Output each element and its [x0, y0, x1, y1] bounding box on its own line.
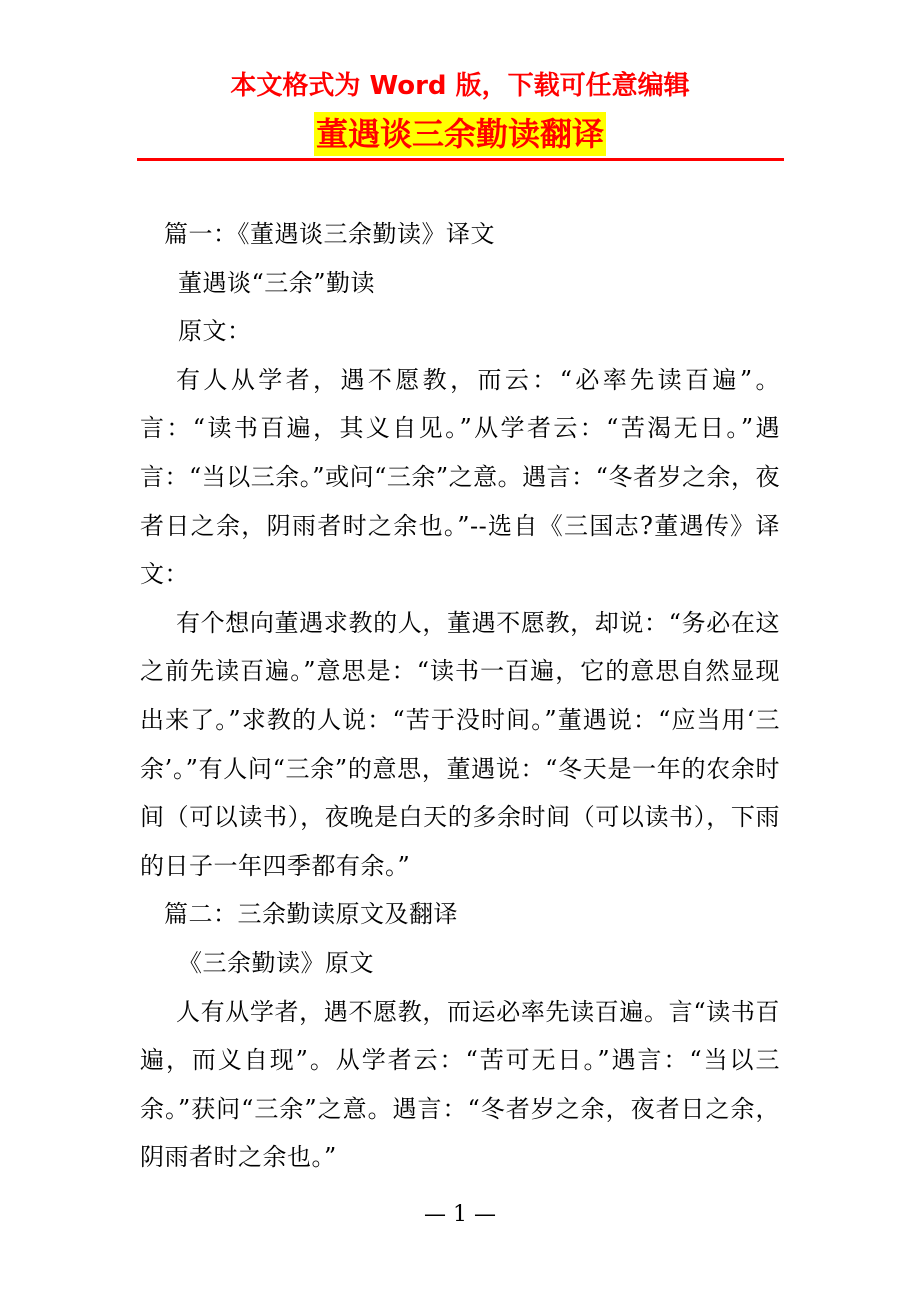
- document-body: [140, 210, 780, 1182]
- page-number: — 1 —: [424, 1202, 496, 1227]
- label-original-text: 原文：: [178, 317, 252, 346]
- paragraph-original: 有人从学者，遇不愿教，而云：“必率先读百遍”。言：“读书百遍，其义自见。”从学者云：“苦渴无日。”遇言：“当以三余。”或问“三余”之意。遇言：“冬者岁之余，夜者日之余，阴雨者时之余也。”--选自《三国志?董遇传》译文：: [140, 365, 780, 589]
- section-heading-1: 篇一：《董遇谈三余勤读》译文: [164, 220, 495, 248]
- subheading: 董遇谈“三余”勤读: [178, 268, 376, 297]
- edit-notice-banner: 本文格式为 Word 版，下载可任意编辑: [230, 71, 690, 101]
- section-heading-2: 篇二：三余勤读原文及翻译: [164, 900, 458, 929]
- title-container: [0, 112, 920, 156]
- subheading-2: 《三余勤读》原文: [178, 948, 374, 977]
- header-divider: [137, 158, 784, 161]
- paragraph-translation: 有个想向董遇求教的人，董遇不愿教，却说：“务必在这之前先读百遍。”意思是：“读书一百遍，它的意思自然显现出来了。”求教的人说：“苦于没时间。”董遇说：“应当用‘三余’。”有人问“三余”的意思，董遇说：“冬天是一年的农余时间（可以读书），夜晚是白天的多余时间（可以读书），下雨的日子一年四季都有余。”: [140, 608, 780, 880]
- paragraph-original-2: 人有从学者，遇不愿教，而运必率先读百遍。言“读书百遍，而义自现”。从学者云：“苦可无日。”遇言：“当以三余。”获问“三余”之意。遇言：“冬者岁之余，夜者日之余，阴雨者时之余也。”: [140, 997, 780, 1172]
- document-title: 董遇谈三余勤读翻译: [314, 112, 606, 156]
